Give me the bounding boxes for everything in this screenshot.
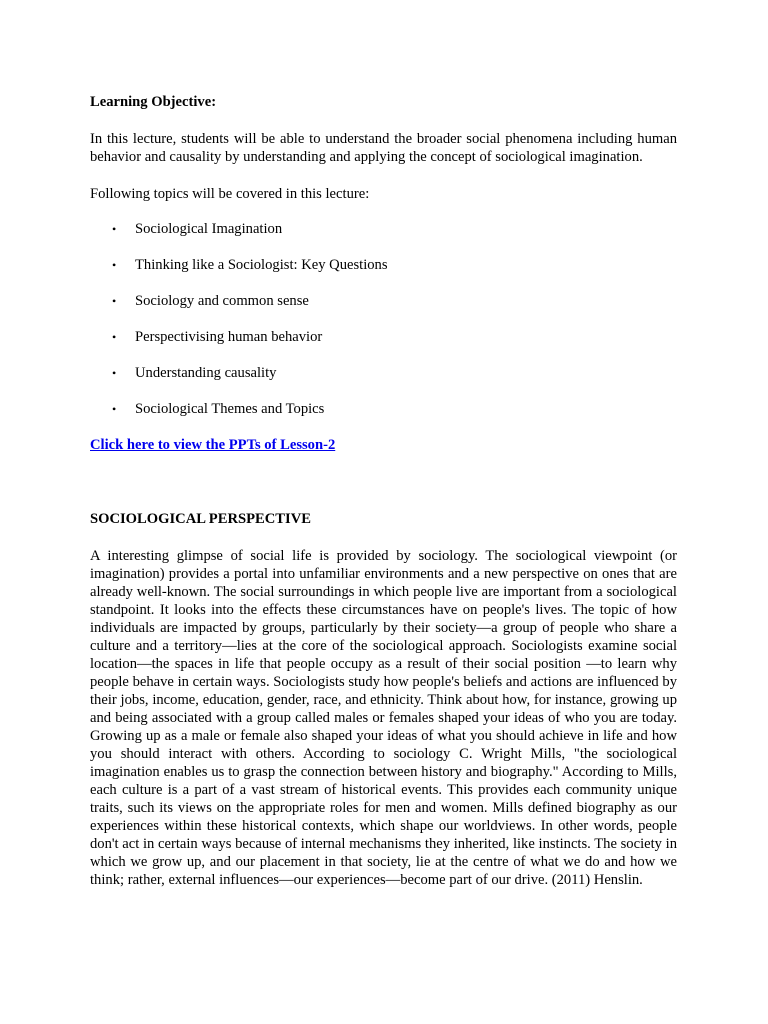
- bullet-icon: •: [112, 294, 117, 308]
- bullet-icon: •: [112, 258, 117, 272]
- list-item: [90, 292, 677, 328]
- topic-label: Perspectivising human behavior: [135, 329, 323, 345]
- topics-intro-text: Following topics will be covered in this lecture:: [90, 186, 370, 202]
- list-item: [90, 328, 677, 364]
- section-heading: SOCIOLOGICAL PERSPECTIVE: [90, 511, 311, 527]
- section-body-paragraph: A interesting glimpse of social life is provided by sociology. The sociological viewpoint (or imagination) provides a portal into unfamiliar environments and a new perspective on ones that are already well-known. The social surroundings in which people live are important from a sociological standpoint. It looks into the effects these circumstances have on people's lives. The topic of how individuals are impacted by groups, particularly by their society—a group of people who share a culture and a territory—lies at the core of the sociological approach. Sociologists examine social location—the spaces in life that people occupy as a result of their social position —to learn why people behave in certain ways. Sociologists study how people's beliefs and actions are influenced by their jobs, income, education, gender, race, and ethnicity. Think about how, for instance, growing up and being associated with a group called males or females shaped your ideas of who you are today. Growing up as a male or female also shaped your ideas of what you should achieve in life and how you should interact with others. According to sociology C. Wright Mills, "the sociological imagination enables us to grasp the connection between history and biography." According to Mills, each culture is a part of a vast stream of historical events. This provides each community unique traits, such its views on the appropriate roles for men and women. Mills defined biography as our experiences within these historical contexts, which shape our worldviews. In other words, people don't act in certain ways because of internal mechanisms they inherited, like instincts. The society in which we grow up, and our placement in that society, lie at the centre of what we do and how we think; rather, external influences—our experiences—become part of our drive. (2011) Henslin.: [90, 548, 677, 888]
- topic-label: Understanding causality: [135, 365, 277, 381]
- list-item: [90, 256, 677, 292]
- bullet-icon: •: [112, 402, 117, 416]
- bullet-icon: •: [112, 366, 117, 380]
- topic-label: Sociological Imagination: [135, 221, 283, 237]
- document-page: [90, 93, 677, 889]
- list-item: [90, 364, 677, 400]
- view-ppt-link[interactable]: Click here to view the PPTs of Lesson-2: [90, 437, 336, 453]
- learning-objective-heading: Learning Objective:: [90, 94, 217, 110]
- bullet-icon: •: [112, 330, 117, 344]
- bullet-icon: •: [112, 222, 117, 236]
- intro-paragraph: In this lecture, students will be able to understand the broader social phenomena including human behavior and causality by understanding and applying the concept of sociological imagination.: [90, 131, 677, 165]
- topics-list: [90, 220, 677, 436]
- list-item: [90, 220, 677, 256]
- topic-label: Thinking like a Sociologist: Key Questions: [135, 257, 388, 273]
- topic-label: Sociological Themes and Topics: [135, 401, 325, 417]
- topic-label: Sociology and common sense: [135, 293, 309, 309]
- list-item: [90, 400, 677, 436]
